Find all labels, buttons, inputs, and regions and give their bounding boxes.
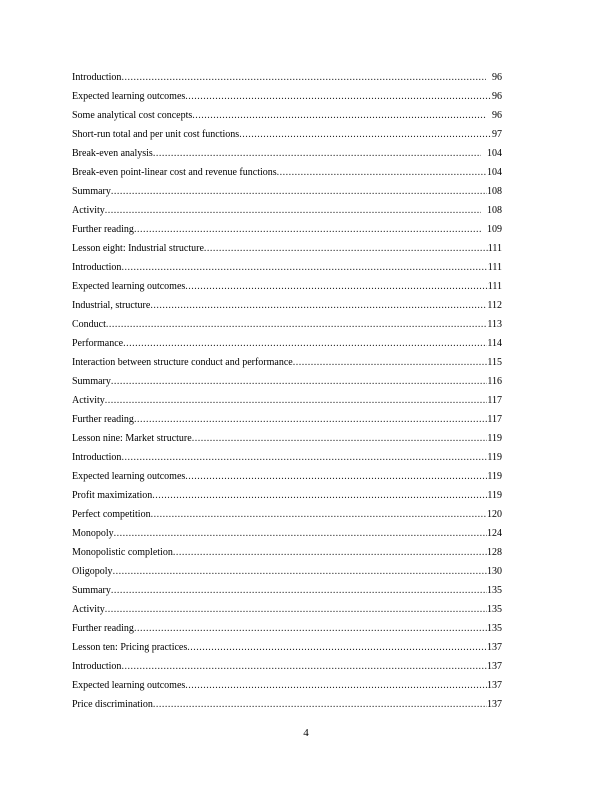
toc-entry-page: 97	[492, 129, 502, 140]
toc-entry-title: Summary	[72, 585, 111, 596]
toc-entry-page: 108	[487, 186, 502, 197]
dot-leader	[111, 185, 487, 199]
toc-entry-page: 119	[487, 471, 502, 482]
toc-entry[interactable]	[72, 527, 502, 546]
toc-entry[interactable]	[72, 565, 502, 584]
toc-entry-title: Interaction between structure conduct and performance	[72, 357, 293, 368]
toc-entry-title: Conduct	[72, 319, 106, 330]
dot-leader	[134, 223, 481, 237]
toc-entry[interactable]	[72, 261, 502, 280]
toc-entry-page: 119	[487, 452, 502, 463]
dot-leader	[293, 356, 488, 370]
toc-entry-page: 114	[487, 338, 502, 349]
toc-entry[interactable]	[72, 204, 502, 223]
toc-entry[interactable]	[72, 109, 502, 128]
toc-entry-title: Introduction	[72, 262, 122, 273]
toc-entry-title: Expected learning outcomes	[72, 281, 186, 292]
toc-entry-title: Lesson ten: Pricing practices	[72, 642, 188, 653]
toc-entry-title: Introduction	[72, 661, 122, 672]
toc-entry[interactable]	[72, 185, 502, 204]
toc-entry-page: 128	[487, 547, 502, 558]
toc-entry-title: Monopolistic completion	[72, 547, 173, 558]
toc-entry-page: 119	[487, 490, 502, 501]
dot-leader	[152, 489, 487, 503]
dot-leader	[185, 280, 487, 294]
toc-entry-title: Further reading	[72, 224, 134, 235]
toc-entry-title: Perfect competition	[72, 509, 151, 520]
toc-entry-page: 104	[487, 148, 502, 159]
toc-entry[interactable]	[72, 147, 502, 166]
dot-leader	[114, 527, 487, 541]
toc-entry-page: 117	[487, 395, 502, 406]
toc-entry-title: Activity	[72, 205, 105, 216]
dot-leader	[151, 508, 487, 522]
dot-leader	[111, 375, 487, 389]
dot-leader	[105, 204, 481, 218]
toc-entry[interactable]	[72, 223, 502, 242]
toc-entry-title: Expected learning outcomes	[72, 680, 186, 691]
toc-entry-title: Further reading	[72, 414, 134, 425]
toc-entry-page: 109	[487, 224, 502, 235]
toc-entry[interactable]	[72, 413, 502, 432]
dot-leader	[113, 565, 487, 579]
toc-entry[interactable]	[72, 337, 502, 356]
toc-entry[interactable]	[72, 489, 502, 508]
toc-entry-page: 112	[487, 300, 502, 311]
page-number: 4	[303, 727, 309, 739]
dot-leader	[204, 242, 488, 256]
toc-entry[interactable]	[72, 451, 502, 470]
dot-leader	[106, 318, 487, 332]
toc-entry[interactable]	[72, 660, 502, 679]
toc-entry-title: Summary	[72, 186, 111, 197]
toc-entry-title: Introduction	[72, 452, 122, 463]
toc-entry[interactable]	[72, 375, 502, 394]
toc-entry-title: Expected learning outcomes	[72, 471, 186, 482]
toc-entry-page: 117	[487, 414, 502, 425]
toc-entry[interactable]	[72, 318, 502, 337]
dot-leader	[239, 128, 492, 142]
toc-entry-title: Short-run total and per unit cost functions	[72, 129, 240, 140]
toc-entry[interactable]	[72, 584, 502, 603]
toc-entry[interactable]	[72, 432, 502, 451]
toc-entry-page: 135	[487, 585, 502, 596]
dot-leader	[123, 337, 487, 351]
toc-entry-page: 120	[487, 509, 502, 520]
toc-entry[interactable]	[72, 603, 502, 622]
toc-entry-title: Price discrimination	[72, 699, 153, 710]
toc-entry-page: 137	[487, 680, 502, 691]
toc-entry-page: 113	[487, 319, 502, 330]
toc-entry-page: 135	[487, 623, 502, 634]
dot-leader	[121, 261, 487, 275]
toc-entry-title: Lesson eight: Industrial structure	[72, 243, 204, 254]
toc-entry-title: Some analytical cost concepts	[72, 110, 193, 121]
dot-leader	[134, 413, 487, 427]
dot-leader	[153, 698, 487, 712]
dot-leader	[185, 90, 492, 104]
toc-entry-title: Performance	[72, 338, 124, 349]
toc-entry-page: 119	[487, 433, 502, 444]
toc-entry-page: 137	[487, 699, 502, 710]
toc-entry-page: 130	[487, 566, 502, 577]
toc-entry[interactable]	[72, 508, 502, 527]
toc-entry[interactable]	[72, 280, 502, 299]
dot-leader	[185, 470, 487, 484]
toc-entry-title: Monopoly	[72, 528, 114, 539]
toc-entry-title: Break-even analysis	[72, 148, 153, 159]
toc-entry[interactable]	[72, 71, 502, 90]
toc-entry-title: Expected learning outcomes	[72, 91, 186, 102]
toc-entry[interactable]	[72, 470, 502, 489]
dot-leader	[192, 432, 488, 446]
toc-entry-page: 96	[492, 110, 502, 121]
dot-leader	[105, 394, 488, 408]
dot-leader	[150, 299, 487, 313]
toc-entry-title: Activity	[72, 604, 105, 615]
toc-entry[interactable]	[72, 394, 502, 413]
toc-entry[interactable]	[72, 641, 502, 660]
toc-entry-title: Activity	[72, 395, 105, 406]
toc-entry-title: Oligopoly	[72, 566, 113, 577]
toc-entry-page: 108	[487, 205, 502, 216]
toc-entry-page: 124	[487, 528, 502, 539]
dot-leader	[173, 546, 487, 560]
toc-entry-page: 137	[487, 642, 502, 653]
dot-leader	[121, 71, 486, 85]
dot-leader	[185, 679, 487, 693]
toc-entry[interactable]	[72, 166, 502, 185]
dot-leader	[192, 109, 486, 123]
toc-entry-page: 111	[487, 262, 502, 273]
dot-leader	[105, 603, 487, 617]
toc-entry[interactable]	[72, 299, 502, 318]
toc-entry-page: 116	[487, 376, 502, 387]
toc-entry-title: Introduction	[72, 72, 122, 83]
toc-entry[interactable]	[72, 546, 502, 565]
toc-entry-title: Profit maximization	[72, 490, 153, 501]
toc-entry-page: 96	[492, 91, 502, 102]
toc-entry[interactable]	[72, 242, 502, 261]
toc-entry[interactable]	[72, 622, 502, 641]
dot-leader	[134, 622, 487, 636]
dot-leader	[121, 451, 487, 465]
toc-entry-page: 111	[487, 243, 502, 254]
toc-entry[interactable]	[72, 698, 502, 717]
toc-entry[interactable]	[72, 679, 502, 698]
toc-entry-page: 137	[487, 661, 502, 672]
toc-entry-page: 96	[492, 72, 502, 83]
toc-entry-title: Further reading	[72, 623, 134, 634]
toc-entry-page: 115	[487, 357, 502, 368]
toc-entry-title: Lesson nine: Market structure	[72, 433, 192, 444]
toc-entry-page: 104	[487, 167, 502, 178]
dot-leader	[187, 641, 487, 655]
toc-entry[interactable]	[72, 90, 502, 109]
dot-leader	[111, 584, 487, 598]
dot-leader	[153, 147, 481, 161]
dot-leader	[121, 660, 487, 674]
toc-entry-title: Summary	[72, 376, 111, 387]
dot-leader	[277, 166, 487, 180]
toc-entry-title: Break-even point-linear cost and revenue functions	[72, 167, 277, 178]
table-of-contents	[72, 71, 502, 717]
toc-entry[interactable]	[72, 128, 502, 147]
toc-entry-title: Industrial, structure	[72, 300, 151, 311]
toc-entry-page: 135	[487, 604, 502, 615]
toc-entry-page: 111	[487, 281, 502, 292]
toc-entry[interactable]	[72, 356, 502, 375]
